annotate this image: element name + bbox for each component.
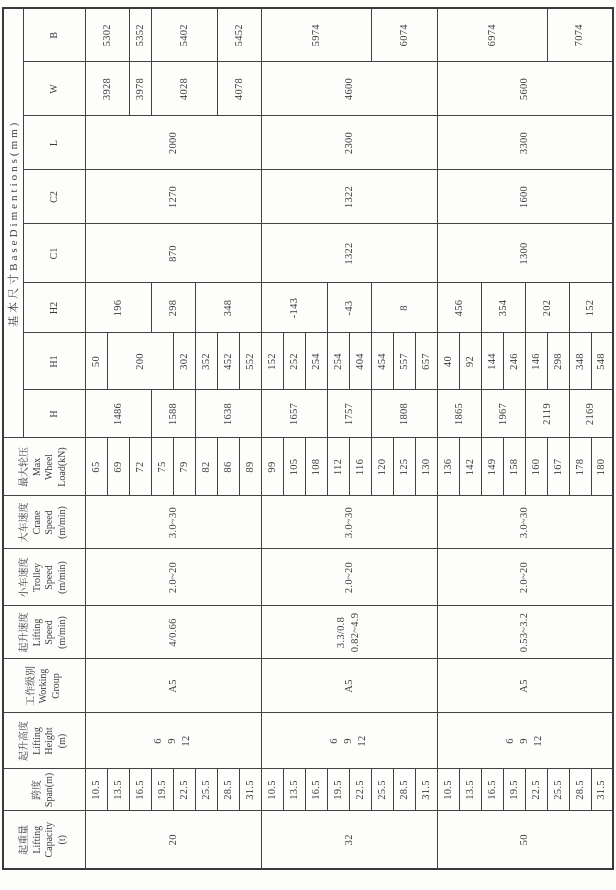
- cell-wheel_load: 167: [547, 438, 569, 496]
- cell-height: [85, 713, 261, 769]
- cell-capacity: 32: [261, 811, 437, 869]
- header-line: (m/min): [56, 616, 68, 649]
- cell-span: 28.5: [569, 769, 591, 811]
- cell-work_group: A5: [261, 659, 437, 713]
- cell-C2: 1270: [85, 170, 261, 224]
- header-line: Lifting: [31, 825, 43, 854]
- cell-line: 6: [504, 738, 516, 744]
- cell-H1: 152: [261, 333, 283, 390]
- cell-wheel_load: 86: [217, 438, 239, 496]
- cell-H: 2119: [525, 390, 569, 438]
- cell-H2: 152: [569, 283, 613, 333]
- cell-H1: 552: [239, 333, 261, 390]
- cell-W: 4028: [151, 62, 217, 116]
- cell-span: 28.5: [217, 769, 239, 811]
- cell-wheel_load: 116: [349, 438, 371, 496]
- cell-height: [437, 713, 613, 769]
- cell-L: 2000: [85, 116, 261, 170]
- group-header-base-dimensions: 基本尺寸BaseDimentions(mm): [3, 8, 23, 438]
- cell-wheel_load: 69: [107, 438, 129, 496]
- cell-W: 5600: [437, 62, 613, 116]
- cell-capacity: 50: [437, 811, 613, 869]
- cell-H1: 404: [349, 333, 371, 390]
- header-height: [3, 713, 85, 769]
- cell-H1: 146: [525, 333, 547, 390]
- cell-span: 19.5: [503, 769, 525, 811]
- header-work_group: [3, 659, 85, 713]
- cell-crane_speed: 3.0~30: [85, 496, 261, 549]
- cell-wheel_load: 158: [503, 438, 525, 496]
- header-crane_speed: [3, 496, 85, 549]
- cell-line: 6: [153, 738, 164, 744]
- header-line: (m/min): [56, 506, 68, 539]
- cell-line: 0.82~4.9: [350, 612, 361, 653]
- header-L: L: [23, 116, 85, 170]
- cell-H1: 557: [393, 333, 415, 390]
- cell-span: 19.5: [151, 769, 173, 811]
- header-line: 最大轮压: [19, 447, 31, 487]
- header-line: Speed: [44, 565, 56, 590]
- cell-span: 13.5: [283, 769, 305, 811]
- cell-H1: 298: [547, 333, 569, 390]
- cell-C2: 1322: [261, 170, 437, 224]
- cell-H: 1808: [371, 390, 437, 438]
- cell-wheel_load: 72: [129, 438, 151, 496]
- header-line: 起重量: [19, 824, 31, 855]
- cell-span: 31.5: [239, 769, 261, 811]
- header-line: Lifting: [31, 727, 43, 755]
- header-line: Crane: [31, 510, 43, 535]
- cell-H: 1865: [437, 390, 481, 438]
- header-line: 跨度: [31, 780, 43, 800]
- header-line: Trolley: [31, 562, 43, 593]
- cell-span: 25.5: [547, 769, 569, 811]
- header-line: (m/min): [56, 561, 68, 594]
- cell-H: 2169: [569, 390, 613, 438]
- cell-wheel_load: 180: [591, 438, 613, 496]
- cell-H2: -43: [327, 283, 371, 333]
- cell-height: [261, 713, 437, 769]
- header-trolley_speed: [3, 549, 85, 606]
- cell-work_group: A5: [85, 659, 261, 713]
- header-line: 起升高度: [19, 721, 31, 761]
- cell-B: 5302: [85, 8, 129, 62]
- cell-trolley_speed: 2.0~20: [85, 549, 261, 606]
- header-line: 大车速度: [19, 502, 31, 543]
- cell-wheel_load: 112: [327, 438, 349, 496]
- cell-H1: 302: [173, 333, 195, 390]
- cell-wheel_load: 75: [151, 438, 173, 496]
- header-line: 小车速度: [19, 557, 31, 598]
- header-H1: H1: [23, 333, 85, 390]
- cell-wheel_load: 105: [283, 438, 305, 496]
- cell-H1: 246: [503, 333, 525, 390]
- cell-span: 31.5: [591, 769, 613, 811]
- cell-W: 4600: [261, 62, 437, 116]
- cell-H1: 200: [107, 333, 173, 390]
- cell-span: 31.5: [415, 769, 437, 811]
- cell-wheel_load: 108: [305, 438, 327, 496]
- cell-line: 9: [343, 738, 354, 744]
- cell-H1: 548: [591, 333, 613, 390]
- cell-B: 6974: [437, 8, 547, 62]
- cell-H2: -143: [261, 283, 327, 333]
- cell-C2: 1600: [437, 170, 613, 224]
- cell-span: 16.5: [129, 769, 151, 811]
- cell-wheel_load: 99: [261, 438, 283, 496]
- cell-H2: 196: [85, 283, 151, 333]
- cell-H2: 348: [195, 283, 261, 333]
- cell-line: 9: [518, 738, 530, 744]
- cell-C1: 870: [85, 224, 261, 283]
- cell-work_group: A5: [437, 659, 613, 713]
- header-line: Load(kN): [56, 447, 68, 487]
- cell-line: 3.3/0.8: [336, 616, 347, 649]
- cell-span: 22.5: [349, 769, 371, 811]
- header-line: Lifting: [31, 618, 43, 647]
- cell-wheel_load: 125: [393, 438, 415, 496]
- cell-span: 16.5: [481, 769, 503, 811]
- cell-L: 3300: [437, 116, 613, 170]
- cell-wheel_load: 79: [173, 438, 195, 496]
- header-line: Max: [31, 457, 43, 477]
- cell-H1: 50: [85, 333, 107, 390]
- cell-wheel_load: 178: [569, 438, 591, 496]
- cell-span: 10.5: [85, 769, 107, 811]
- cell-H1: 454: [371, 333, 393, 390]
- cell-H1: 144: [481, 333, 503, 390]
- cell-H2: 456: [437, 283, 481, 333]
- header-line: Speed: [44, 620, 56, 645]
- cell-H: 1486: [85, 390, 151, 438]
- cell-line: 12: [357, 735, 368, 747]
- cell-W: 4078: [217, 62, 261, 116]
- cell-capacity: 20: [85, 811, 261, 869]
- header-H2: H2: [23, 283, 85, 333]
- cell-wheel_load: 142: [459, 438, 481, 496]
- cell-lift_speed: 4/0.66: [85, 606, 261, 659]
- cell-span: 22.5: [173, 769, 195, 811]
- header-C2: C2: [23, 170, 85, 224]
- spec-table: [2, 7, 614, 870]
- cell-span: 25.5: [371, 769, 393, 811]
- header-line: 起升速度: [19, 612, 31, 653]
- header-lift_speed: [3, 606, 85, 659]
- cell-H2: 8: [371, 283, 437, 333]
- cell-H2: 202: [525, 283, 569, 333]
- header-line: (t): [56, 835, 68, 845]
- cell-wheel_load: 82: [195, 438, 217, 496]
- cell-span: 10.5: [437, 769, 459, 811]
- cell-B: 5402: [151, 8, 217, 62]
- cell-H2: 354: [481, 283, 525, 333]
- cell-line: 6: [329, 738, 340, 744]
- cell-W: 3928: [85, 62, 129, 116]
- cell-lift_speed: [261, 606, 437, 659]
- cell-C1: 1300: [437, 224, 613, 283]
- cell-H1: 348: [569, 333, 591, 390]
- cell-wheel_load: 149: [481, 438, 503, 496]
- cell-B: 5974: [261, 8, 371, 62]
- cell-H1: 254: [327, 333, 349, 390]
- header-span: [3, 769, 85, 811]
- cell-trolley_speed: 2.0~20: [437, 549, 613, 606]
- cell-trolley_speed: 2.0~20: [261, 549, 437, 606]
- cell-H1: 452: [217, 333, 239, 390]
- header-line: Height: [44, 727, 56, 755]
- cell-crane_speed: 3.0~30: [437, 496, 613, 549]
- cell-H1: 92: [459, 333, 481, 390]
- header-line: Group: [50, 673, 62, 699]
- cell-H1: 657: [415, 333, 437, 390]
- cell-line: 9: [167, 738, 178, 744]
- header-line: Working: [38, 668, 49, 704]
- header-line: (m): [56, 733, 68, 749]
- cell-B: 5452: [217, 8, 261, 62]
- cell-crane_speed: 3.0~30: [261, 496, 437, 549]
- cell-span: 13.5: [107, 769, 129, 811]
- cell-H: 1588: [151, 390, 195, 438]
- cell-B: 7074: [547, 8, 613, 62]
- cell-wheel_load: 65: [85, 438, 107, 496]
- cell-wheel_load: 136: [437, 438, 459, 496]
- header-C1: C1: [23, 224, 85, 283]
- header-line: Span(m): [44, 772, 56, 808]
- cell-span: 10.5: [261, 769, 283, 811]
- cell-wheel_load: 130: [415, 438, 437, 496]
- cell-L: 2300: [261, 116, 437, 170]
- cell-line: 12: [532, 735, 544, 747]
- header-wheel_load: [3, 438, 85, 496]
- cell-span: 22.5: [525, 769, 547, 811]
- cell-wheel_load: 120: [371, 438, 393, 496]
- header-capacity: [3, 811, 85, 869]
- cell-H: 1638: [195, 390, 261, 438]
- cell-H1: 352: [195, 333, 217, 390]
- cell-wheel_load: 160: [525, 438, 547, 496]
- cell-W: 3978: [129, 62, 151, 116]
- cell-H2: 298: [151, 283, 195, 333]
- header-B: B: [23, 8, 85, 62]
- cell-H: 1967: [481, 390, 525, 438]
- cell-H: 1757: [327, 390, 371, 438]
- header-W: W: [23, 62, 85, 116]
- header-line: Wheel: [44, 453, 56, 481]
- cell-B: 6074: [371, 8, 437, 62]
- cell-wheel_load: 89: [239, 438, 261, 496]
- cell-C1: 1322: [261, 224, 437, 283]
- header-line: 工作级别: [25, 666, 37, 706]
- cell-B: 5352: [129, 8, 151, 62]
- cell-H1: 40: [437, 333, 459, 390]
- cell-span: 19.5: [327, 769, 349, 811]
- cell-lift_speed: 0.53~3.2: [437, 606, 613, 659]
- cell-span: 28.5: [393, 769, 415, 811]
- cell-span: 16.5: [305, 769, 327, 811]
- cell-H: 1657: [261, 390, 327, 438]
- header-line: Speed: [44, 510, 56, 535]
- cell-span: 13.5: [459, 769, 481, 811]
- cell-span: 25.5: [195, 769, 217, 811]
- header-line: Capacity: [44, 821, 56, 858]
- cell-line: 12: [181, 735, 192, 747]
- header-H: H: [23, 390, 85, 438]
- cell-H1: 254: [305, 333, 327, 390]
- cell-H1: 252: [283, 333, 305, 390]
